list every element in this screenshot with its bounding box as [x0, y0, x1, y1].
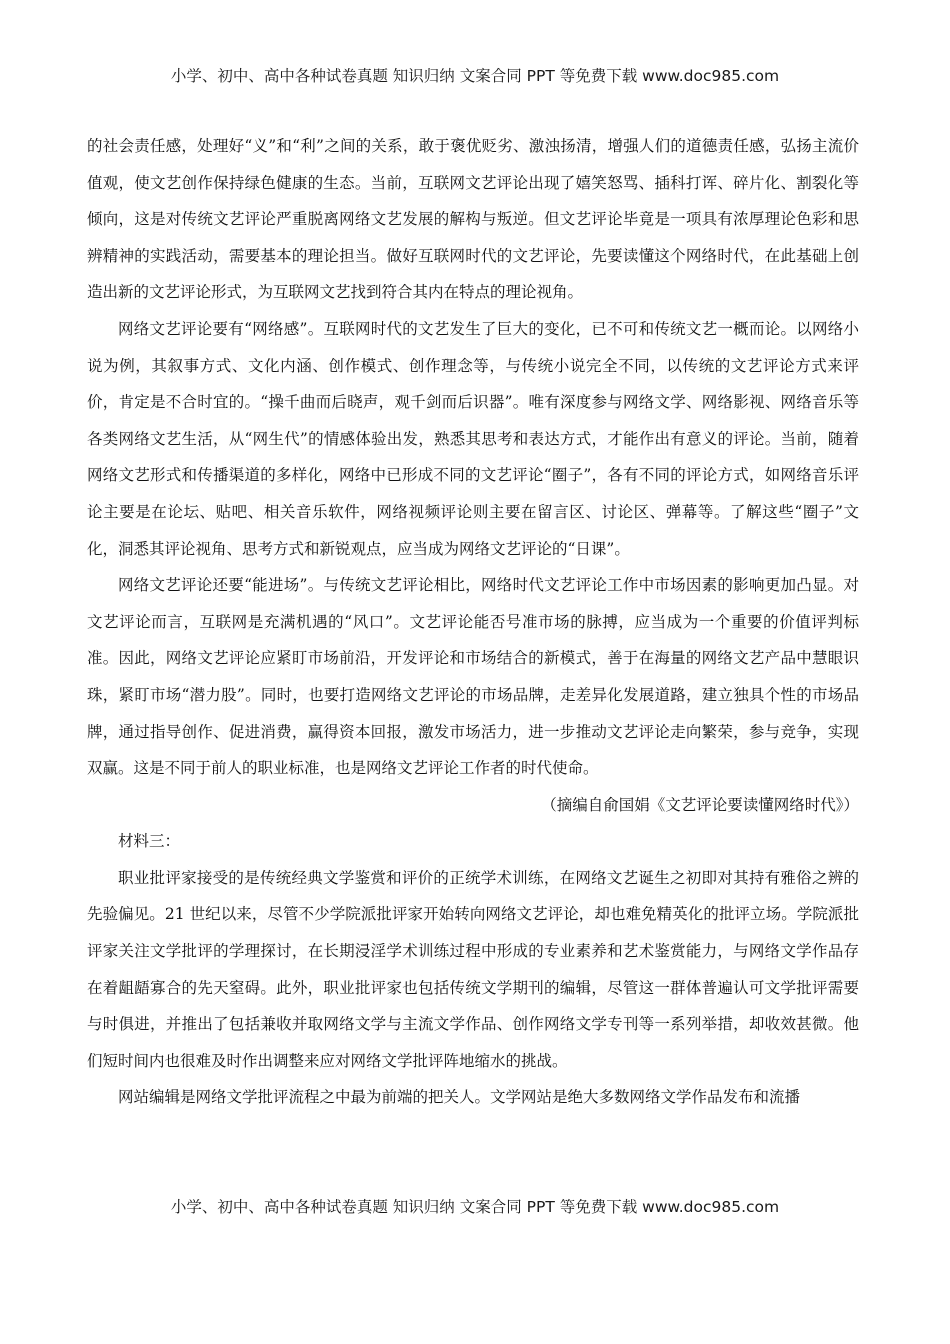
source-citation: （摘编自俞国娟《文艺评论要读懂网络时代》） [541, 795, 859, 814]
paragraph-professional-critics: 职业批评家接受的是传统经典文学鉴赏和评价的正统学术训练，在网络文艺诞生之初即对其持有雅俗之辨的先验偏见。21 世纪以来，尽管不少学院派批评家开始转向网络文艺评论，却也难免精英化的批评立场。学院派批评家关注文学批评的学理探讨，在长期浸淫学术训练过程中形成的专业素养和艺术鉴赏能力，与网络文学作品存在着龃龉寡合的先天窒碍。此外，职业批评家也包括传统文学期刊的编辑，尽管这一群体普遍认可文学批评需要与时俱进，并推出了包括兼收并取网络文学与主流文学作品、创作网络文学专刊等一系列举措，却收效甚微。他们短时间内也很难及时作出调整来应对网络文学批评阵地缩水的挑战。 [87, 868, 859, 1070]
material-three-label: 材料三： [118, 832, 181, 851]
page-footer: 小学、初中、高中各种试卷真题 知识归纳 文案合同 PPT 等免费下载 www.doc985.com [170, 1198, 780, 1216]
page-header: 小学、初中、高中各种试卷真题 知识归纳 文案合同 PPT 等免费下载 www.doc985.com [170, 67, 780, 85]
document-body [87, 128, 859, 1116]
paragraph-enter-market: 网络文艺评论还要“能进场”。与传统文艺评论相比，网络时代文艺评论工作中市场因素的影响更加凸显。对文艺评论而言，互联网是充满机遇的“风口”。文艺评论能否号准市场的脉搏，应当成为一个重要的价值评判标准。因此，网络文艺评论应紧盯市场前沿，开发评论和市场结合的新模式，善于在海量的网络文艺产品中慧眼识珠，紧盯市场“潜力股”。同时，也要打造网络文艺评论的市场品牌，走差异化发展道路，建立独具个性的市场品牌，通过指导创作、促进消费，赢得资本回报，激发市场活力，进一步推动文艺评论走向繁荣，参与竞争，实现双赢。这是不同于前人的职业标准，也是网络文艺评论工作者的时代使命。 [87, 576, 859, 778]
paragraph-website-editors: 网站编辑是网络文学批评流程之中最为前端的把关人。文学网站是绝大多数网络文学作品发布和流播 [118, 1088, 801, 1107]
paragraph-continuation: 的社会责任感，处理好“义”和“利”之间的关系，敢于褒优贬劣、激浊扬清，增强人们的道德责任感，弘扬主流价值观，使文艺创作保持绿色健康的生态。当前，互联网文艺评论出现了嬉笑怒骂、插科打诨、碎片化、割裂化等倾向，这是对传统文艺评论严重脱离网络文艺发展的解构与叛逆。但文艺评论毕竟是一项具有浓厚理论色彩和思辨精神的实践活动，需要基本的理论担当。做好互联网时代的文艺评论，先要读懂这个网络时代，在此基础上创造出新的文艺评论形式，为互联网文艺找到符合其内在特点的理论视角。 [87, 137, 859, 302]
paragraph-network-sense: 网络文艺评论要有“网络感”。互联网时代的文艺发生了巨大的变化，已不可和传统文艺一概而论。以网络小说为例，其叙事方式、文化内涵、创作模式、创作理念等，与传统小说完全不同，以传统的文艺评论方式来评价，肯定是不合时宜的。“操千曲而后晓声，观千剑而后识器”。唯有深度参与网络文学、网络影视、网络音乐等各类网络文艺生活，从“网生代”的情感体验出发，熟悉其思考和表达方式，才能作出有意义的评论。当前，随着网络文艺形式和传播渠道的多样化，网络中已形成不同的文艺评论“圈子”，各有不同的评论方式，如网络音乐评论主要是在论坛、贴吧、相关音乐软件，网络视频评论则主要在留言区、讨论区、弹幕等。了解这些“圈子”文化，洞悉其评论视角、思考方式和新锐观点，应当成为网络文艺评论的“日课”。 [87, 319, 859, 558]
